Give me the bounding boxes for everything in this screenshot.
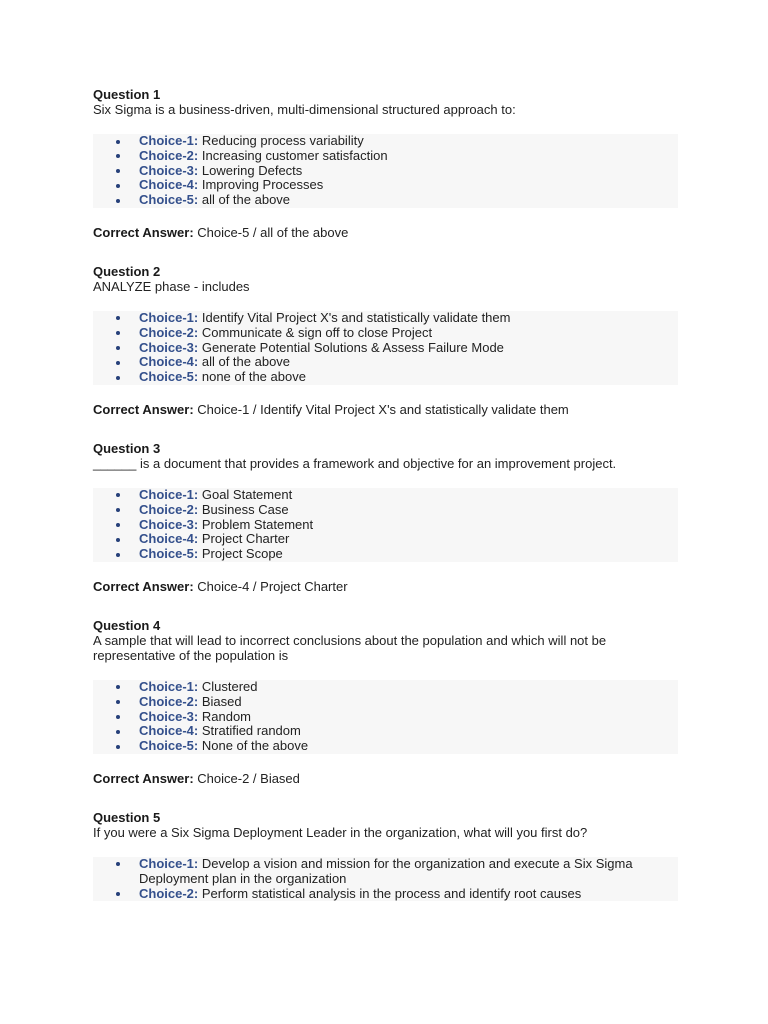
- choice-label: Choice-2:: [139, 324, 199, 340]
- choice-text: Reducing process variability: [201, 133, 364, 148]
- choice-text: Develop a vision and mission for the organization and execute a Six Sigma Deployment plan in the organization: [139, 855, 633, 886]
- correct-answer-label: Correct Answer:: [93, 401, 194, 417]
- question-title: Question 3: [93, 440, 161, 456]
- question-4: [93, 618, 678, 786]
- choice-label: Choice-3:: [139, 708, 199, 724]
- choice-item: [93, 710, 678, 725]
- question-5: [93, 810, 678, 901]
- choice-label: Choice-5:: [139, 192, 199, 208]
- choice-item: [93, 532, 678, 547]
- choice-item: [93, 680, 678, 695]
- choice-text: none of the above: [201, 369, 306, 385]
- choice-text: Lowering Defects: [201, 162, 303, 178]
- question-text: If you were a Six Sigma Deployment Leader in the organization, what will you first do?: [93, 824, 588, 840]
- choice-item: [93, 164, 678, 179]
- choice-text: Business Case: [201, 501, 289, 517]
- choice-label: Choice-1:: [139, 486, 199, 502]
- choice-label: Choice-5:: [139, 738, 199, 754]
- choice-item: [93, 178, 678, 193]
- choice-item: [93, 695, 678, 710]
- choice-label: Choice-4:: [139, 531, 199, 547]
- choice-text: None of the above: [201, 738, 309, 754]
- choice-item: [93, 488, 678, 503]
- correct-answer: [93, 771, 678, 786]
- correct-answer-label: Correct Answer:: [93, 224, 194, 240]
- choice-label: Choice-4:: [139, 723, 199, 739]
- choice-text: Increasing customer satisfaction: [201, 147, 388, 163]
- choice-text: Improving Processes: [201, 177, 324, 193]
- choice-text: all of the above: [201, 192, 291, 208]
- choice-label: Choice-4:: [139, 354, 199, 370]
- question-text: Six Sigma is a business-driven, multi-dimensional structured approach to:: [93, 102, 516, 117]
- choice-text: Communicate & sign off to close Project: [201, 324, 433, 340]
- choice-label: Choice-1:: [139, 678, 199, 694]
- correct-answer-text: Choice-1 / Identify Vital Project X's and statistically validate them: [197, 401, 569, 417]
- choice-label: Choice-2:: [139, 693, 199, 709]
- choice-label: Choice-1:: [139, 855, 199, 871]
- correct-answer-text: Choice-2 / Biased: [197, 770, 300, 786]
- choice-item: [93, 311, 678, 326]
- choice-item: [93, 887, 678, 902]
- choice-item: [93, 370, 678, 385]
- choice-label: Choice-2:: [139, 885, 199, 901]
- choice-item: [93, 724, 678, 739]
- correct-answer-label: Correct Answer:: [93, 578, 194, 594]
- question-title: Question 4: [93, 617, 161, 633]
- question-text: ______ is a document that provides a framework and objective for an improvement project.: [93, 455, 617, 471]
- choice-text: Generate Potential Solutions & Assess Failure Mode: [201, 339, 504, 355]
- choice-label: Choice-1:: [139, 309, 199, 325]
- choice-item: [93, 326, 678, 341]
- question-title: Question 2: [93, 263, 161, 279]
- choice-item: [93, 149, 678, 164]
- choice-label: Choice-5:: [139, 369, 199, 385]
- choice-text: Stratified random: [201, 723, 301, 739]
- choice-text: Biased: [201, 693, 242, 709]
- choice-item: [93, 547, 678, 562]
- correct-answer-label: Correct Answer:: [93, 770, 194, 786]
- correct-answer: [93, 402, 678, 417]
- choice-item: [93, 857, 678, 887]
- choice-label: Choice-5:: [139, 546, 199, 562]
- choice-item: [93, 193, 678, 208]
- question-2: [93, 264, 678, 417]
- correct-answer: [93, 579, 678, 594]
- choice-text: Perform statistical analysis in the process and identify root causes: [201, 885, 582, 901]
- choice-item: [93, 518, 678, 533]
- choice-text: Goal Statement: [201, 486, 293, 502]
- question-text: A sample that will lead to incorrect conclusions about the population and which will not be representative of the population is: [93, 632, 607, 663]
- question-title: Question 5: [93, 809, 161, 825]
- choice-item: [93, 355, 678, 370]
- choice-list: [93, 857, 678, 901]
- choice-item: [93, 503, 678, 518]
- choice-label: Choice-3:: [139, 339, 199, 355]
- choice-text: Identify Vital Project X's and statistically validate them: [201, 309, 511, 325]
- choice-label: Choice-3:: [139, 516, 199, 532]
- choice-list: [93, 311, 678, 385]
- choice-text: Random: [201, 708, 251, 724]
- question-title: Question 1: [93, 87, 161, 102]
- choice-list: [93, 488, 678, 562]
- correct-answer-text: Choice-4 / Project Charter: [197, 578, 348, 594]
- choice-item: [93, 134, 678, 149]
- choice-label: Choice-4:: [139, 177, 199, 193]
- choice-label: Choice-3:: [139, 162, 199, 178]
- correct-answer-text: Choice-5 / all of the above: [197, 224, 349, 240]
- choice-text: Project Scope: [201, 546, 283, 562]
- choice-text: Project Charter: [201, 531, 290, 547]
- choice-label: Choice-1:: [139, 133, 199, 148]
- question-1: [93, 87, 678, 240]
- correct-answer: [93, 225, 678, 240]
- document-page: [93, 87, 678, 925]
- choice-label: Choice-2:: [139, 501, 199, 517]
- choice-text: Clustered: [201, 678, 258, 694]
- choice-list: [93, 134, 678, 208]
- choice-label: Choice-2:: [139, 147, 199, 163]
- choice-item: [93, 739, 678, 754]
- question-text: ANALYZE phase - includes: [93, 278, 250, 294]
- question-3: [93, 441, 678, 594]
- choice-text: Problem Statement: [201, 516, 314, 532]
- choice-item: [93, 341, 678, 356]
- choice-list: [93, 680, 678, 754]
- choice-text: all of the above: [201, 354, 291, 370]
